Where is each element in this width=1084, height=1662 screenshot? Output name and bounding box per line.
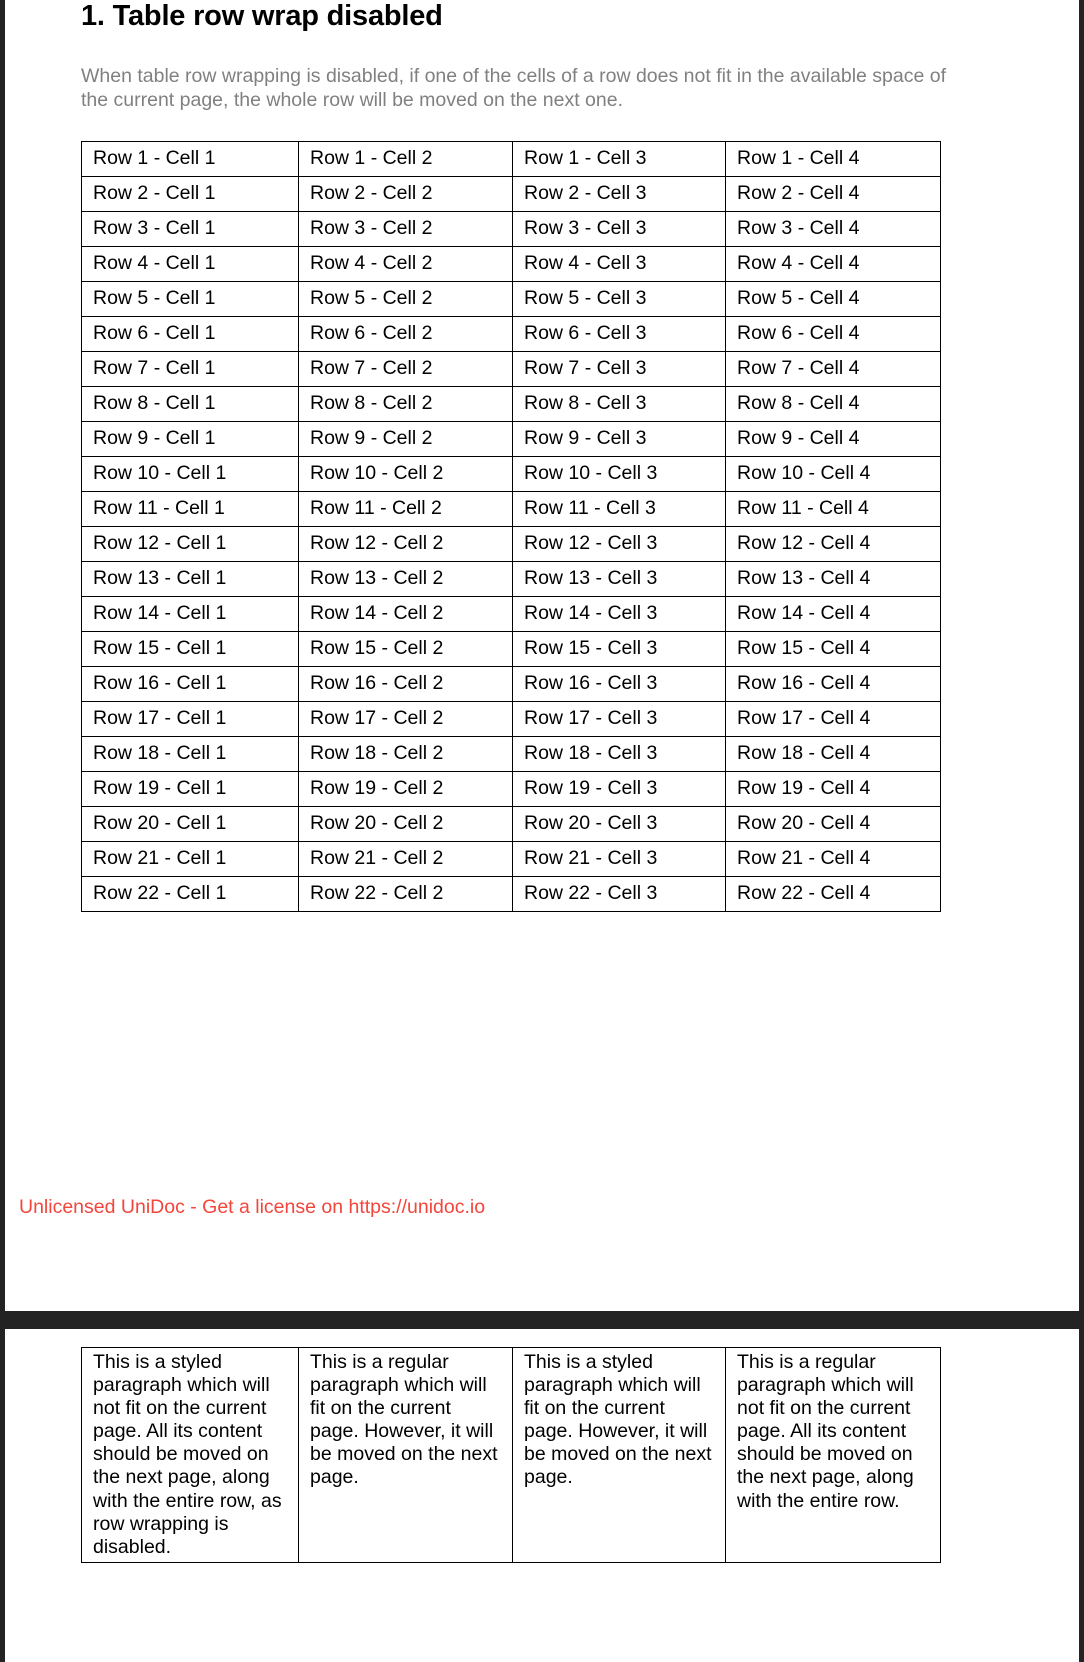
table-cell: Row 21 - Cell 3: [513, 842, 726, 877]
table-row: [82, 247, 941, 282]
table-cell: Row 16 - Cell 2: [299, 667, 513, 702]
table-cell: Row 10 - Cell 2: [299, 457, 513, 492]
table-cell: Row 15 - Cell 2: [299, 632, 513, 667]
table-cell: Row 10 - Cell 4: [726, 457, 941, 492]
table-row: [82, 142, 941, 177]
table-cell: Row 11 - Cell 2: [299, 492, 513, 527]
table-cell: Row 13 - Cell 4: [726, 562, 941, 597]
table-cell: Row 6 - Cell 2: [299, 317, 513, 352]
table-row: [82, 422, 941, 457]
table-cell: Row 17 - Cell 1: [82, 702, 299, 737]
table-cell: Row 18 - Cell 2: [299, 737, 513, 772]
table-cell: Row 1 - Cell 1: [82, 142, 299, 177]
table-row: [82, 212, 941, 247]
table-cell: Row 7 - Cell 3: [513, 352, 726, 387]
table-cell: Row 20 - Cell 4: [726, 807, 941, 842]
table-cell: Row 17 - Cell 3: [513, 702, 726, 737]
table-cell: Row 12 - Cell 3: [513, 527, 726, 562]
table-row: [82, 562, 941, 597]
table-cell: Row 12 - Cell 1: [82, 527, 299, 562]
table-cell: Row 22 - Cell 2: [299, 877, 513, 912]
table-cell: This is a regular paragraph which will not fit on the current page. All its content should be moved on the next page, along with the entire row.: [726, 1348, 941, 1563]
table-cell: Row 9 - Cell 4: [726, 422, 941, 457]
table-cell: Row 19 - Cell 2: [299, 772, 513, 807]
table-row: [82, 352, 941, 387]
table-cell: Row 9 - Cell 1: [82, 422, 299, 457]
table-cell: Row 6 - Cell 4: [726, 317, 941, 352]
table-cell: Row 12 - Cell 2: [299, 527, 513, 562]
table-cell: Row 21 - Cell 4: [726, 842, 941, 877]
table-cell: Row 13 - Cell 2: [299, 562, 513, 597]
table-row: [82, 842, 941, 877]
table-row: [82, 492, 941, 527]
table-row: [82, 527, 941, 562]
table-cell: Row 18 - Cell 3: [513, 737, 726, 772]
table-cell: Row 22 - Cell 1: [82, 877, 299, 912]
table-row: [82, 667, 941, 702]
table-cell: Row 13 - Cell 1: [82, 562, 299, 597]
table-cell: Row 3 - Cell 1: [82, 212, 299, 247]
table-cell: Row 3 - Cell 2: [299, 212, 513, 247]
table-cell: Row 7 - Cell 1: [82, 352, 299, 387]
table-cell: Row 17 - Cell 2: [299, 702, 513, 737]
page-break-separator: [0, 1311, 1084, 1329]
row-wrap-data-table: [81, 141, 941, 912]
table-cell: Row 8 - Cell 1: [82, 387, 299, 422]
table-cell: Row 12 - Cell 4: [726, 527, 941, 562]
table-cell: Row 2 - Cell 2: [299, 177, 513, 212]
table-cell: Row 5 - Cell 4: [726, 282, 941, 317]
table-cell: Row 21 - Cell 1: [82, 842, 299, 877]
table-cell: This is a styled paragraph which will not fit on the current page. All its content should be moved on the next page, along with the entire row, as row wrapping is disabled.: [82, 1348, 299, 1563]
table-cell: Row 1 - Cell 2: [299, 142, 513, 177]
table-row: [82, 387, 941, 422]
table-cell: Row 2 - Cell 1: [82, 177, 299, 212]
table-cell: Row 5 - Cell 3: [513, 282, 726, 317]
table-cell: Row 14 - Cell 4: [726, 597, 941, 632]
table-row: [82, 317, 941, 352]
table-cell: Row 4 - Cell 1: [82, 247, 299, 282]
table-cell: Row 11 - Cell 1: [82, 492, 299, 527]
page-title: 1. Table row wrap disabled: [81, 0, 443, 32]
table-cell: Row 14 - Cell 1: [82, 597, 299, 632]
paragraph-wrap-table: [81, 1347, 941, 1563]
table-cell: Row 3 - Cell 4: [726, 212, 941, 247]
table-row: [82, 737, 941, 772]
table-cell: Row 20 - Cell 3: [513, 807, 726, 842]
table-cell: Row 15 - Cell 4: [726, 632, 941, 667]
table-row: [82, 772, 941, 807]
table-cell: Row 2 - Cell 4: [726, 177, 941, 212]
page-subtitle: When table row wrapping is disabled, if one of the cells of a row does not fit in the available space of the current page, the whole row will be moved on the next one.: [81, 64, 946, 112]
table-cell: Row 17 - Cell 4: [726, 702, 941, 737]
table-cell: Row 19 - Cell 1: [82, 772, 299, 807]
license-watermark: Unlicensed UniDoc - Get a license on https://unidoc.io: [19, 1196, 486, 1218]
table-row: [82, 632, 941, 667]
table-cell: Row 20 - Cell 1: [82, 807, 299, 842]
table-row: [82, 597, 941, 632]
table-cell: Row 5 - Cell 1: [82, 282, 299, 317]
table-cell: Row 7 - Cell 4: [726, 352, 941, 387]
table-cell: Row 6 - Cell 3: [513, 317, 726, 352]
table-cell: Row 19 - Cell 4: [726, 772, 941, 807]
table-cell: Row 22 - Cell 4: [726, 877, 941, 912]
table-cell: Row 9 - Cell 3: [513, 422, 726, 457]
page-left-edge: [0, 0, 5, 1662]
table-cell: Row 10 - Cell 1: [82, 457, 299, 492]
table-cell: Row 1 - Cell 3: [513, 142, 726, 177]
table-cell: This is a styled paragraph which will fit on the current page. However, it will be moved on the next page.: [513, 1348, 726, 1563]
table-cell: Row 11 - Cell 4: [726, 492, 941, 527]
table-row: [82, 877, 941, 912]
table-cell: Row 18 - Cell 4: [726, 737, 941, 772]
table-row: [82, 807, 941, 842]
table-cell: Row 4 - Cell 3: [513, 247, 726, 282]
table-cell: Row 16 - Cell 1: [82, 667, 299, 702]
table-cell: Row 8 - Cell 4: [726, 387, 941, 422]
page-right-edge: [1079, 0, 1084, 1662]
table-cell: Row 15 - Cell 3: [513, 632, 726, 667]
table-cell: Row 10 - Cell 3: [513, 457, 726, 492]
table-cell: Row 1 - Cell 4: [726, 142, 941, 177]
table-cell: Row 8 - Cell 2: [299, 387, 513, 422]
table-cell: Row 19 - Cell 3: [513, 772, 726, 807]
table-cell: Row 8 - Cell 3: [513, 387, 726, 422]
table-cell: Row 21 - Cell 2: [299, 842, 513, 877]
table-cell: This is a regular paragraph which will fit on the current page. However, it will be moved on the next page.: [299, 1348, 513, 1563]
table-cell: Row 22 - Cell 3: [513, 877, 726, 912]
table-cell: Row 7 - Cell 2: [299, 352, 513, 387]
table-row: [82, 177, 941, 212]
table-cell: Row 2 - Cell 3: [513, 177, 726, 212]
table-row: [82, 1348, 941, 1563]
table-cell: Row 9 - Cell 2: [299, 422, 513, 457]
table-cell: Row 16 - Cell 3: [513, 667, 726, 702]
table-cell: Row 14 - Cell 3: [513, 597, 726, 632]
table-cell: Row 16 - Cell 4: [726, 667, 941, 702]
table-cell: Row 14 - Cell 2: [299, 597, 513, 632]
document-page-2: [0, 1329, 1084, 1662]
table-row: [82, 457, 941, 492]
table-cell: Row 18 - Cell 1: [82, 737, 299, 772]
table-cell: Row 6 - Cell 1: [82, 317, 299, 352]
table-cell: Row 20 - Cell 2: [299, 807, 513, 842]
table-cell: Row 3 - Cell 3: [513, 212, 726, 247]
table-row: [82, 282, 941, 317]
table-row: [82, 702, 941, 737]
table-cell: Row 15 - Cell 1: [82, 632, 299, 667]
table-cell: Row 4 - Cell 4: [726, 247, 941, 282]
table-cell: Row 5 - Cell 2: [299, 282, 513, 317]
table-cell: Row 11 - Cell 3: [513, 492, 726, 527]
table-cell: Row 13 - Cell 3: [513, 562, 726, 597]
table-cell: Row 4 - Cell 2: [299, 247, 513, 282]
